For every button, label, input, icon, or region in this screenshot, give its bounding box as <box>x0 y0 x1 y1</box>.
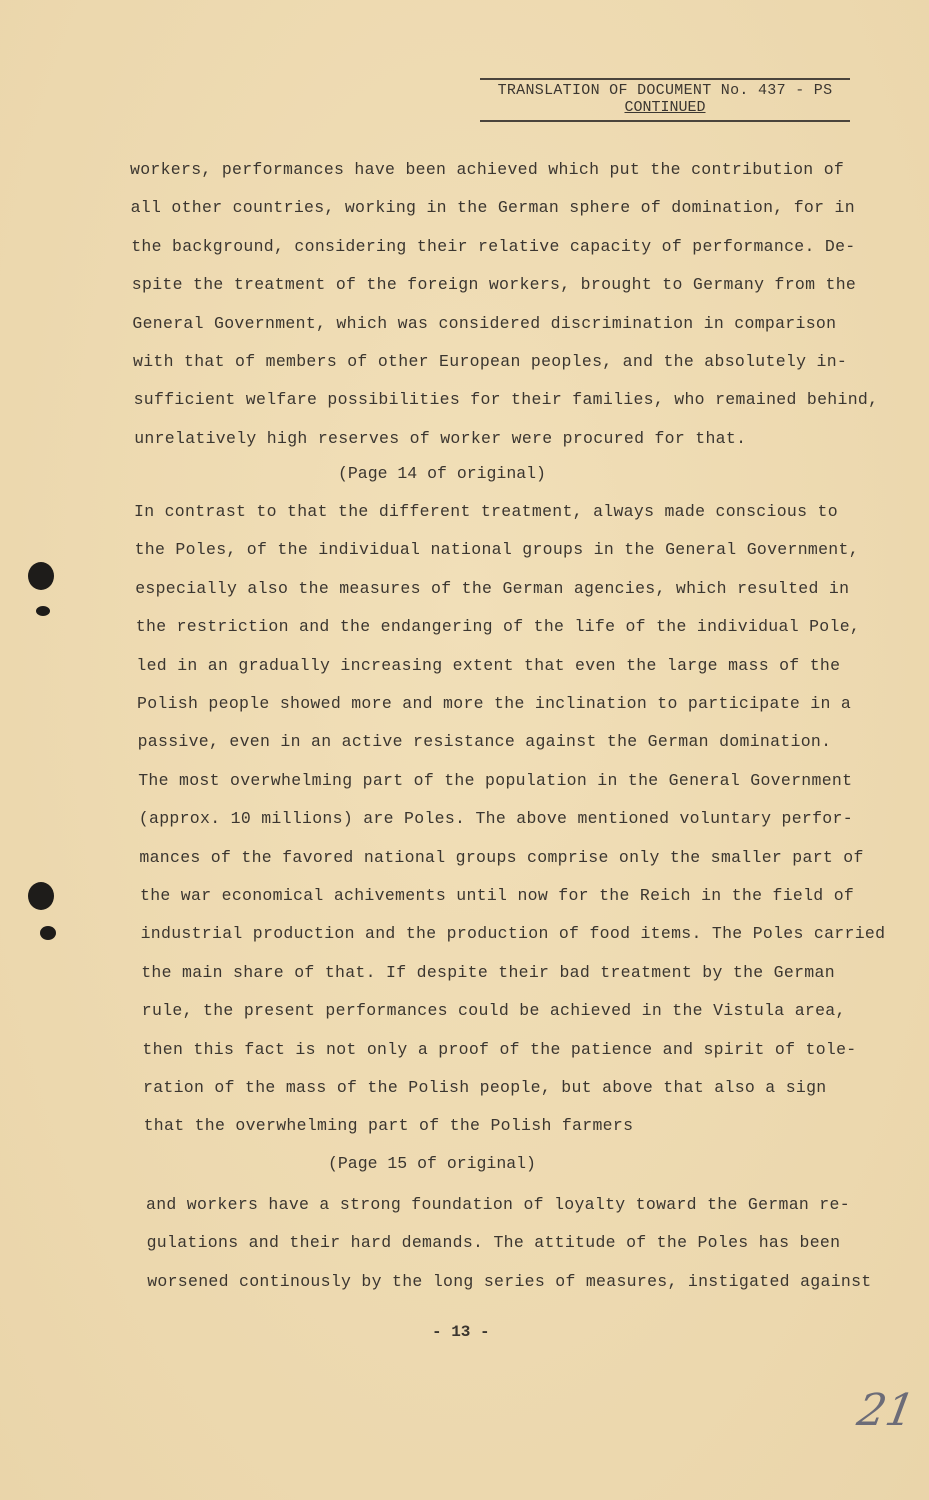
text-line: the background, considering their relative capacity of performance. De- <box>131 236 856 256</box>
ink-blot <box>40 926 56 940</box>
text-line: (approx. 10 millions) are Poles. The above mentioned voluntary perfor- <box>138 809 853 829</box>
document-header <box>480 78 850 122</box>
text-line: and workers have a strong foundation of loyalty toward the German re- <box>146 1195 850 1214</box>
text-line: worsened continously by the long series of measures, instigated against <box>147 1271 872 1291</box>
text-line: especially also the measures of the German agencies, which resulted in <box>135 578 850 598</box>
text-line: the restriction and the endangering of the life of the individual Pole, <box>135 617 861 637</box>
text-line: unrelatively high reserves of worker were procured for that. <box>134 428 747 448</box>
ink-blot <box>36 606 50 616</box>
page-marker: (Page 15 of original) <box>328 1154 536 1173</box>
text-line: passive, even in an active resistance against the German domination. <box>137 732 832 752</box>
text-line: spite the treatment of the foreign workers, brought to Germany from the <box>131 275 857 295</box>
text-line: industrial production and the production of food items. The Poles carried <box>140 924 886 944</box>
punch-hole <box>28 882 54 910</box>
header-rule-bottom <box>480 120 850 122</box>
page-marker: (Page 14 of original) <box>338 464 546 483</box>
text-line: workers, performances have been achieved which put the contribution of <box>130 160 845 179</box>
text-line: In contrast to that the different treatment, always made conscious to <box>134 502 838 521</box>
text-line: rule, the present performances could be achieved in the Vistula area, <box>141 1001 846 1021</box>
text-line: ration of the mass of the Polish people, but above that also a sign <box>143 1078 827 1097</box>
text-line: mances of the favored national groups comprise only the smaller part of <box>139 847 864 867</box>
text-line: Polish people showed more and more the inclination to participate in a <box>137 694 852 713</box>
text-line: the war economical achivements until now for the Reich in the field of <box>140 886 855 905</box>
header-subtitle: CONTINUED <box>624 99 706 116</box>
text-line: General Government, which was considered discrimination in comparison <box>132 313 837 333</box>
text-line: sufficient welfare possibilities for their families, who remained behind, <box>133 390 879 410</box>
page-number: - 13 - <box>432 1323 490 1341</box>
punch-hole <box>28 562 54 590</box>
text-line: that the overwhelming part of the Polish farmers <box>143 1116 634 1136</box>
text-line: gulations and their hard demands. The attitude of the Poles has been <box>146 1233 841 1253</box>
text-line: The most overwhelming part of the population in the General Government <box>138 770 853 790</box>
header-title: TRANSLATION OF DOCUMENT No. 437 - PS <box>497 82 833 99</box>
handwritten-page-number: 21 <box>853 1385 919 1436</box>
text-line: the Poles, of the individual national groups in the General Government, <box>134 540 859 560</box>
text-line: then this fact is not only a proof of the patience and spirit of tole- <box>142 1039 857 1059</box>
text-line: led in an gradually increasing extent that even the large mass of the <box>136 655 841 675</box>
text-line: all other countries, working in the German sphere of domination, for in <box>130 198 855 218</box>
text-line: the main share of that. If despite their bad treatment by the German <box>141 962 835 982</box>
text-line: with that of members of other European peoples, and the absolutely in- <box>133 352 848 371</box>
